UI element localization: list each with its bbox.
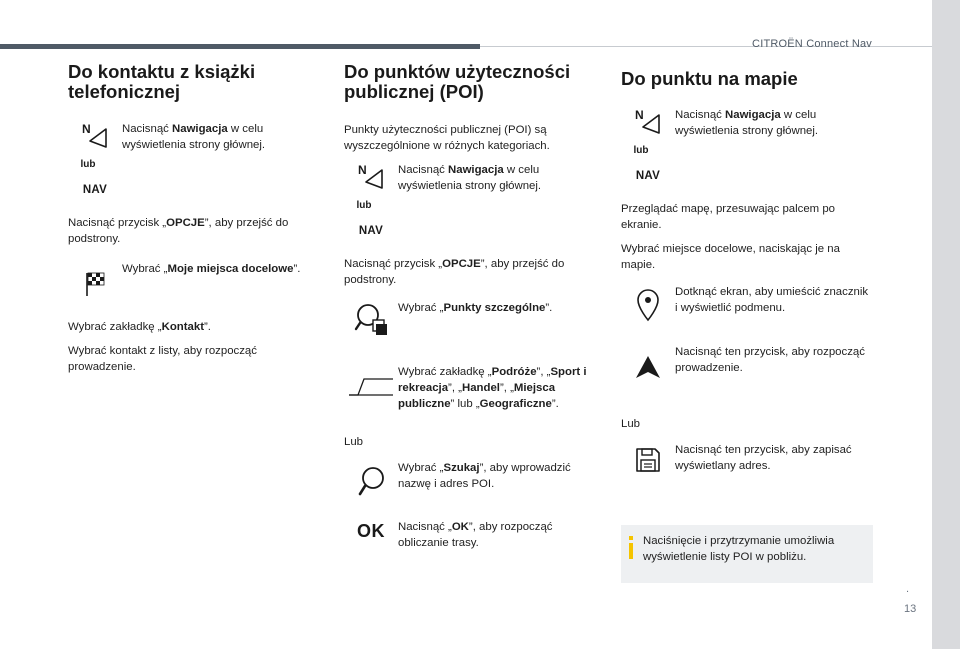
navigation-north-icon [633,107,663,141]
tabs-icon [348,376,394,398]
nav-key-icon: NAV [358,225,384,237]
brand-label: CITROËN Connect Nav [752,38,872,50]
step-place-marker [621,284,871,322]
step-navigation [344,162,594,237]
section-poi [344,62,594,551]
header-rule-dark [0,44,480,49]
step-poi [344,300,594,338]
step-text: Wybrać „Szukaj”, aby wprowadzić nazwę i adres POI. [398,462,571,490]
section-title-map: Do punktu na mapie [621,68,798,89]
step-text: Nacisnąć ten przycisk, aby rozpocząć prowadzenie. [675,346,865,374]
step-text: Nacisnąć Nawigacja w celu wyświetlenia strony głównej. [398,164,542,192]
step-text: Nacisnąć ten przycisk, aby zapisać wyświetlany adres. [675,444,852,472]
nav-key-icon: NAV [82,184,108,196]
step-browse-map: Przeglądać mapę, przesuwając palcem po ekranie. [621,203,836,231]
side-strip [932,0,960,649]
search-icon [356,466,386,498]
step-start-guidance [621,344,871,380]
page-number: 13 [904,603,917,615]
or-label: lub [80,159,96,170]
step-ok [344,519,594,551]
or-text: Lub [344,436,364,448]
section-title-contact: Do kontaktu z książki telefonicznej [68,61,256,102]
step-select-destination: Wybrać miejsce docelowe, naciskając je na mapie. [621,243,840,271]
navigation-north-icon [356,162,386,196]
ok-key-icon: OK [357,521,385,541]
svg-text:N: N [635,108,644,122]
navigation-north-icon [80,121,110,155]
section-map-point [621,62,871,474]
or-label: lub [356,200,372,211]
section-title-poi: Do punktów użyteczności publicznej (POI) [344,61,571,102]
or-label: lub [633,145,649,156]
poi-search-icon [354,302,388,338]
nav-key-icon: NAV [635,170,661,182]
guidance-arrow-icon [634,354,662,380]
step-text: Nacisnąć „OK”, aby rozpocząć obliczanie trasy. [398,521,553,549]
step-text: Dotknąć ekran, aby umieścić znacznik i wyświetlić podmenu. [675,286,869,314]
step-options: Nacisnąć przycisk „OPCJE”, aby przejść do podstrony. [344,258,565,286]
info-icon [626,536,636,560]
step-text: Wybrać „Punkty szczególne”. [398,302,553,314]
nav-button-group [68,121,122,196]
info-text: Naciśnięcie i przytrzymanie umożliwia wyświetlenie listy POI w pobliżu. [643,535,835,563]
map-pin-icon [635,288,661,322]
step-options: Nacisnąć przycisk „OPCJE”, aby przejść do podstrony. [68,217,289,245]
poi-intro: Punkty użyteczności publicznej (POI) są wyszczególnione w różnych kategoriach. [344,124,550,152]
nav-button-group [344,162,398,237]
section-contact [68,62,318,375]
step-contact-tab: Wybrać zakładkę „Kontakt”. [68,321,211,333]
step-navigation [68,121,318,196]
svg-text:N: N [82,122,91,136]
step-text: Nacisnąć Nawigacja w celu wyświetlenia strony głównej. [122,123,266,151]
info-note [621,525,873,583]
nav-button-group [621,107,675,182]
step-text: Wybrać „Moje miejsca docelowe”. [122,263,301,275]
step-text: Wybrać zakładkę „Podróże”, „Sport i rekreacja”, „Handel”, „Miejsca publiczne” lub „Geograficzne”. [398,366,587,410]
svg-text:N: N [358,163,367,177]
checkered-flag-icon [84,271,106,297]
step-text: Nacisnąć Nawigacja w celu wyświetlenia strony głównej. [675,109,819,137]
step-navigation [621,107,871,182]
step-destinations [68,261,318,297]
save-icon [634,446,662,474]
step-select-contact: Wybrać kontakt z listy, aby rozpocząć prowadzenie. [68,345,257,373]
page-dot: . [906,583,910,595]
step-categories [344,364,594,412]
or-text: Lub [621,418,641,430]
step-search [344,460,594,498]
step-save-address [621,442,871,474]
